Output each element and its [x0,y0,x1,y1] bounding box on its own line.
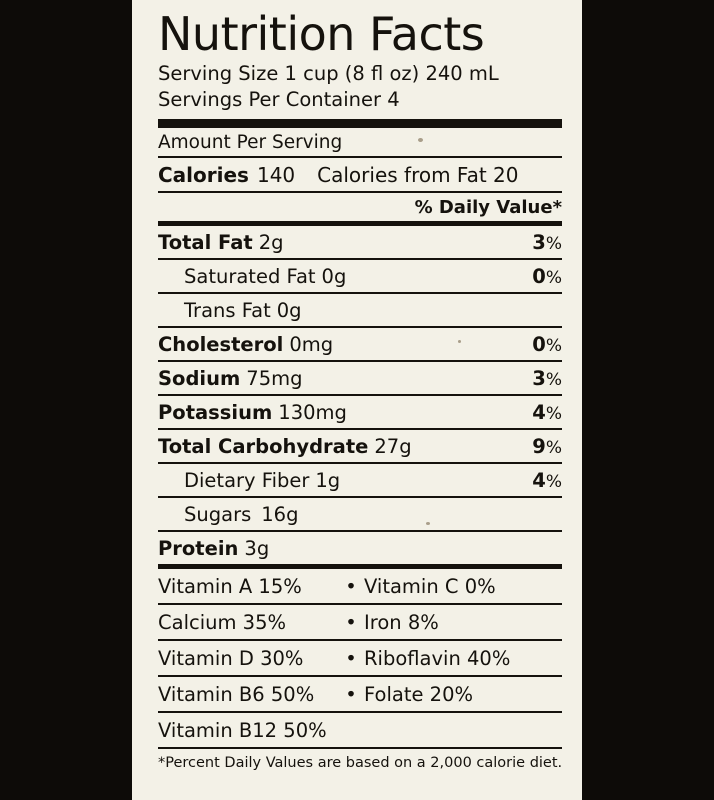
carton-right-edge [582,0,714,800]
nutrient-name: Saturated Fat [184,265,316,289]
vitamin-left: Vitamin D 30% [158,647,304,671]
list-item [158,569,562,603]
table-row [158,226,562,258]
nutrient-amount: 2g [258,231,284,255]
nutrient-amount: 130mg [278,401,347,425]
page-title: Nutrition Facts [158,7,485,61]
nutrient-name: Total Fat [158,231,253,255]
list-item [158,677,562,711]
nutrient-amount: 1g [315,469,341,493]
vitamin-left: Vitamin B12 50% [158,719,327,743]
nutrient-dv: 3 [532,231,546,255]
nutrient-dv: 4 [532,401,546,425]
table-row [158,464,562,496]
servings-per-container-text: Servings Per Container 4 [158,88,400,112]
speck [426,522,430,525]
percent-symbol: % [545,472,562,493]
nutrient-dv: 4 [532,469,546,493]
nutrient-amount: 0g [276,299,302,323]
list-item [158,641,562,675]
calories-from-fat: Calories from Fat 20 [317,163,519,188]
nutrient-name: Cholesterol [158,333,284,357]
table-row [158,260,562,292]
table-row [158,498,562,530]
nutrient-name: Potassium [158,401,273,425]
vitamin-right: Folate 20% [364,683,474,707]
percent-symbol: % [545,268,562,289]
calories-label: Calories [158,163,249,188]
table-row [158,294,562,326]
list-item [158,605,562,639]
vitamin-right: Vitamin C 0% [364,575,496,599]
table-row [158,362,562,394]
calories-row [158,158,562,191]
nutrient-amount: 0g [321,265,347,289]
nutrient-name: Protein [158,537,239,561]
speck [458,340,461,343]
nutrient-name: Sodium [158,367,241,391]
percent-symbol: % [545,370,562,391]
nutrient-amount: 3g [244,537,270,561]
amount-per-serving-label: Amount Per Serving [158,132,343,154]
nutrient-name: Sugars [184,503,252,527]
footnote-text: *Percent Daily Values are based on a 2,000 calorie diet. [158,755,563,772]
speck [418,138,423,142]
vitamin-right: Riboflavin 40% [364,647,511,671]
nutrient-dv: 3 [532,367,546,391]
nutrient-dv: 0 [532,333,546,357]
nutrient-amount: 27g [374,435,412,459]
vitamin-right: Iron 8% [364,611,439,635]
bullet-icon: • [345,575,357,599]
nutrient-amount: 16g [261,503,299,527]
serving-size-text: Serving Size 1 cup (8 fl oz) 240 mL [158,61,499,85]
vitamin-left: Calcium 35% [158,611,287,635]
nutrient-dv: 0 [532,265,546,289]
divider-thick-top [158,119,562,128]
bullet-icon: • [345,683,357,707]
nutrient-rows [158,226,562,564]
bullet-icon: • [345,611,357,635]
calories-value: 140 [256,163,296,188]
nutrient-name: Total Carbohydrate [158,435,369,459]
nutrient-name: Dietary Fiber [184,469,310,493]
vitamin-rows [158,569,562,749]
bullet-icon: • [345,647,357,671]
table-row [158,328,562,360]
table-row [158,396,562,428]
percent-symbol: % [545,404,562,425]
vitamin-left: Vitamin B6 50% [158,683,315,707]
vitamin-left: Vitamin A 15% [158,575,302,599]
nutrient-dv: 9 [532,435,546,459]
nutrient-amount: 75mg [246,367,303,391]
table-row [158,532,562,564]
nutrition-facts-panel [132,0,582,800]
daily-value-header: % Daily Value* [414,197,562,219]
percent-symbol: % [545,234,562,255]
nutrient-name: Trans Fat [184,299,271,323]
carton-left-edge [0,0,132,800]
percent-symbol: % [545,438,562,459]
amount-per-serving-row [158,128,562,156]
list-item [158,713,562,747]
table-row [158,430,562,462]
nutrient-amount: 0mg [289,333,334,357]
percent-symbol: % [545,336,562,357]
